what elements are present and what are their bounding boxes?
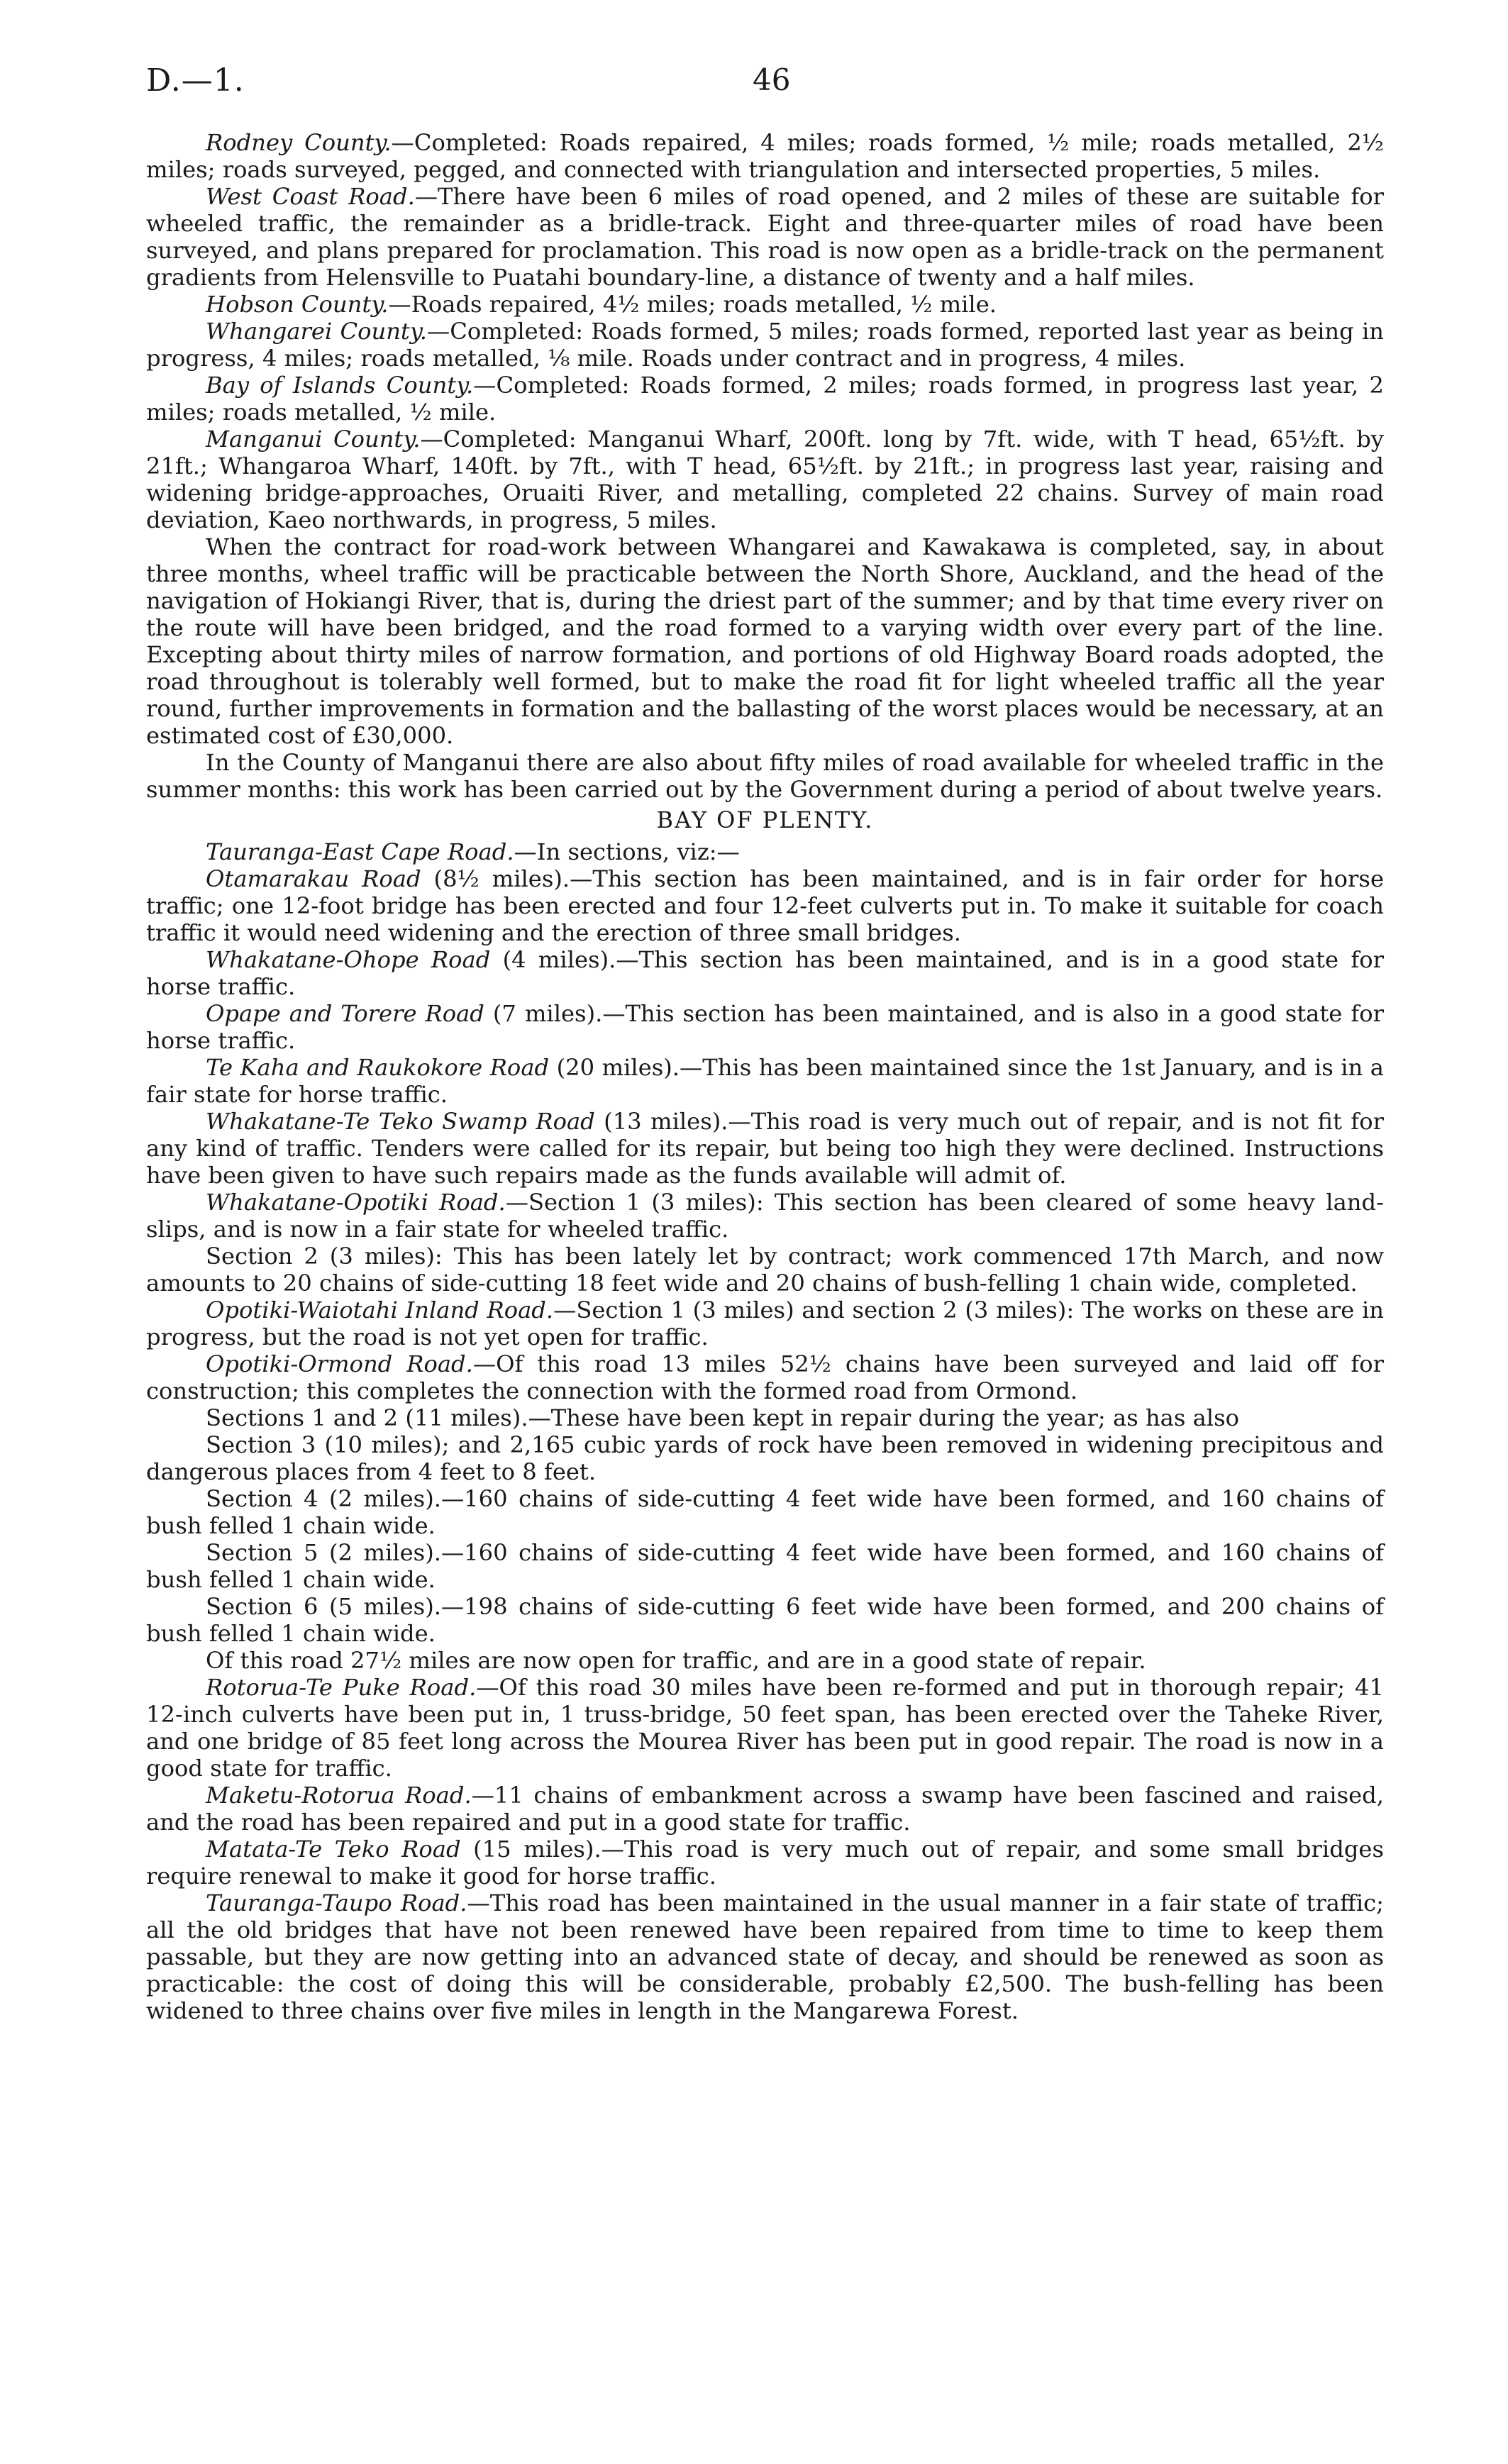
paragraph-lead: Opotiki-Waiotahi Inland Road. [206,1297,554,1323]
paragraph-text: Section 6 (5 miles).—198 chains of side-cutting 6 feet wide have been formed, and 200 chains of bush felled 1 chain wide. [146,1593,1384,1647]
paragraph-lead: Opotiki-Ormond Road. [206,1350,473,1377]
paragraph-lead: Matata-Te Teko Road [206,1836,461,1863]
paragraph-text: Section 2 (3 miles): This has been lately let by contract; work commenced 17th March, and now amounts to 20 chains of side-cutting 18 feet wide and 20 chains of bush-felling 1 chain wide, completed. [146,1243,1384,1297]
paragraph-lead: Te Kaha and Raukokore Road [206,1054,550,1081]
paragraph [146,1485,1384,1539]
paragraph-text: —Completed: Roads formed, 2 miles; roads formed, in progress last year, 2 miles; roads metalled, ½ mile. [146,372,1385,426]
paragraph-text: Section 5 (2 miles).—160 chains of side-cutting 4 feet wide have been formed, and 160 chains of bush felled 1 chain wide. [146,1539,1384,1593]
paragraph-text: Of this road 27½ miles are now open for traffic, and are in a good state of repair. [206,1647,1146,1674]
paragraph [146,946,1384,1000]
paragraph [146,1836,1384,1889]
body-text-bottom [146,838,1384,2024]
paragraph [146,1647,1384,1674]
paragraph-text: —In sections, viz:— [514,838,740,865]
paragraph [146,1189,1384,1243]
paragraph-lead: West Coast Road. [206,183,415,210]
paragraph-text: —Of this road 30 miles have been re-formed and put in thorough repair; 41 12-inch culverts have been put in, 1 truss-bridge, 50 feet span, has been erected over the Taheke River, and one bridge of 85 feet long across the Mourea River has been put in good repair. The road is now in a good state for traffic. [146,1674,1384,1782]
paragraph [146,865,1384,946]
paragraph-text: —Section 1 (3 miles): This section has been cleared of some heavy land-slips, and is now in a fair state for wheeled traffic. [146,1189,1384,1243]
paragraph-text: (20 miles).—This has been maintained since the 1st January, and is in a fair state for horse traffic. [146,1054,1384,1108]
paragraph-lead: Rodney County. [206,129,392,156]
paragraph-text: When the contract for road-work between Whangarei and Kawakawa is completed, say, in about three months, wheel traffic will be practicable between the North Shore, Auckland, and the head of the navigation of Hokiangi River, that is, during the driest part of the summer; and by that time every river on the route will have been bridged, and the road formed to a varying width over every part of the line. Excepting about thirty miles of narrow formation, and portions of old Highway Board roads adopted, the road throughout is tolerably well formed, but to make the road fit for light wheeled traffic all the year round, further improvements in formation and the ballasting of the worst places would be necessary, at an estimated cost of £30,000. [146,533,1384,749]
paragraph-lead: Maketu-Rotorua Road. [206,1782,472,1809]
paragraph-text: —11 chains of embankment across a swamp have been fascined and raised, and the road has been repaired and put in a good state for traffic. [146,1782,1384,1836]
paragraph-text: —Section 1 (3 miles) and section 2 (3 miles): The works on these are in progress, but the road is not yet open for traffic. [146,1297,1384,1350]
paragraph-text: (15 miles).—This road is very much out of repair, and some small bridges require renewal to make it good for horse traffic. [146,1836,1384,1889]
paragraph [146,372,1384,426]
paragraph [146,1404,1384,1431]
paragraph-text: —Completed: Roads formed, 5 miles; roads formed, reported last year as being in progress, 4 miles; roads metalled, ⅛ mile. Roads under contract and in progress, 4 miles. [146,318,1384,372]
paragraph [146,426,1384,533]
paragraph-text: (13 miles).—This road is very much out of repair, and is not fit for any kind of traffic. Tenders were called for its repair, but being too high they were declined. Instructions have been given to have such repairs made as the funds available will admit of. [146,1108,1384,1189]
page-header [146,43,1384,106]
paragraph-lead: Bay of Islands County. [206,372,474,399]
paragraph-text: —This road has been maintained in the usual manner in a fair state of traffic; all the old bridges that have not been renewed have been repaired from time to time to keep them passable, but they are now getting into an advanced state of decay, and should be renewed as soon as practicable: the cost of doing this will be considerable, probably £2,500. The bush-felling has been widened to three chains over five miles in length in the Mangarewa Forest. [146,1889,1384,2024]
paragraph-lead: Manganui County. [206,426,421,453]
paragraph-text: —Completed: Manganui Wharf, 200ft. long by 7ft. wide, with T head, 65½ft. by 21ft.; Whangaroa Wharf, 140ft. by 7ft., with T head, 65½ft. by 21ft.; in progress last year, raising and widening bridge-approaches, Oruaiti River, and metalling, completed 22 chains. Survey of main road deviation, Kaeo northwards, in progress, 5 miles. [146,426,1384,533]
paragraph [146,1000,1384,1054]
paragraph-text: Sections 1 and 2 (11 miles).—These have been kept in repair during the year; as has also [206,1404,1240,1431]
paragraph-text: —Completed: Roads repaired, 4 miles; roads formed, ½ mile; roads metalled, 2½ miles; roads surveyed, pegged, and connected with triangulation and intersected properties, 5 miles. [146,129,1384,183]
paragraph [146,1243,1384,1297]
paragraph [146,1108,1384,1189]
paragraph [146,1782,1384,1836]
paragraph [146,1674,1384,1782]
paragraph-text: In the County of Manganui there are also about fifty miles of road available for wheeled traffic in the summer months: this work has been carried out by the Government during a period of about twelve years. [146,749,1384,803]
section-heading: BAY OF PLENTY. [656,806,874,833]
paragraph-text: —Of this road 13 miles 52½ chains have been surveyed and laid off for construction; this completes the connection with the formed road from Ormond. [146,1350,1385,1404]
paragraph [146,1539,1384,1593]
paragraph-text: (7 miles).—This section has been maintained, and is also in a good state for horse traffic. [146,1000,1384,1054]
paragraph-lead: Whakatane-Te Teko Swamp Road [206,1108,595,1135]
paragraph-lead: Rotorua-Te Puke Road. [206,1674,477,1701]
paragraph-lead: Hobson County. [206,291,389,318]
paragraph [146,1054,1384,1108]
paragraph-text: (4 miles).—This section has been maintained, and is in a good state for horse traffic. [146,946,1384,1000]
paragraph [146,1350,1384,1404]
paragraph [146,129,1384,183]
paragraph-lead: Opape and Torere Road [206,1000,484,1027]
paragraph [146,183,1384,291]
paragraph [146,1593,1384,1647]
paragraph-lead: Tauranga-Taupo Road. [206,1889,467,1916]
body-text-top [146,129,1384,803]
paragraph-text: Section 4 (2 miles).—160 chains of side-cutting 4 feet wide have been formed, and 160 chains of bush felled 1 chain wide. [146,1485,1384,1539]
paragraph-text: —There have been 6 miles of road opened, and 2 miles of these are suitable for wheeled traffic, the remainder as a bridle-track. Eight and three-quarter miles of road have been surveyed, and plans prepared for proclamation. This road is now open as a bridle-track on the permanent gradients from Helensville to Puatahi boundary-line, a distance of twenty and a half miles. [146,183,1385,291]
paragraph-lead: Otamarakau Road [206,865,421,892]
paragraph [146,749,1384,803]
document-reference: D.—1. [146,62,245,99]
paragraph-lead: Whangarei County. [206,318,428,345]
paragraph [146,291,1384,318]
paragraph [146,838,1384,865]
paragraph [146,1297,1384,1350]
paragraph-lead: Tauranga-East Cape Road. [206,838,514,865]
paragraph [146,318,1384,372]
paragraph-text: (8½ miles).—This section has been maintained, and is in fair order for horse traffic; one 12-foot bridge has been erected and four 12-feet culverts put in. To make it suitable for coach traffic it would need widening and the erection of three small bridges. [146,865,1384,946]
page-number: 46 [753,62,791,97]
paragraph [146,1431,1384,1485]
paragraph-text: Section 3 (10 miles); and 2,165 cubic yards of rock have been removed in widening precipitous and dangerous places from 4 feet to 8 feet. [146,1431,1384,1485]
paragraph [146,533,1384,749]
paragraph-lead: Whakatane-Ohope Road [206,946,491,973]
paragraph [146,1889,1384,2024]
paragraph-text: —Roads repaired, 4½ miles; roads metalled, ½ mile. [388,291,997,318]
paragraph-lead: Whakatane-Opotiki Road. [206,1189,506,1216]
